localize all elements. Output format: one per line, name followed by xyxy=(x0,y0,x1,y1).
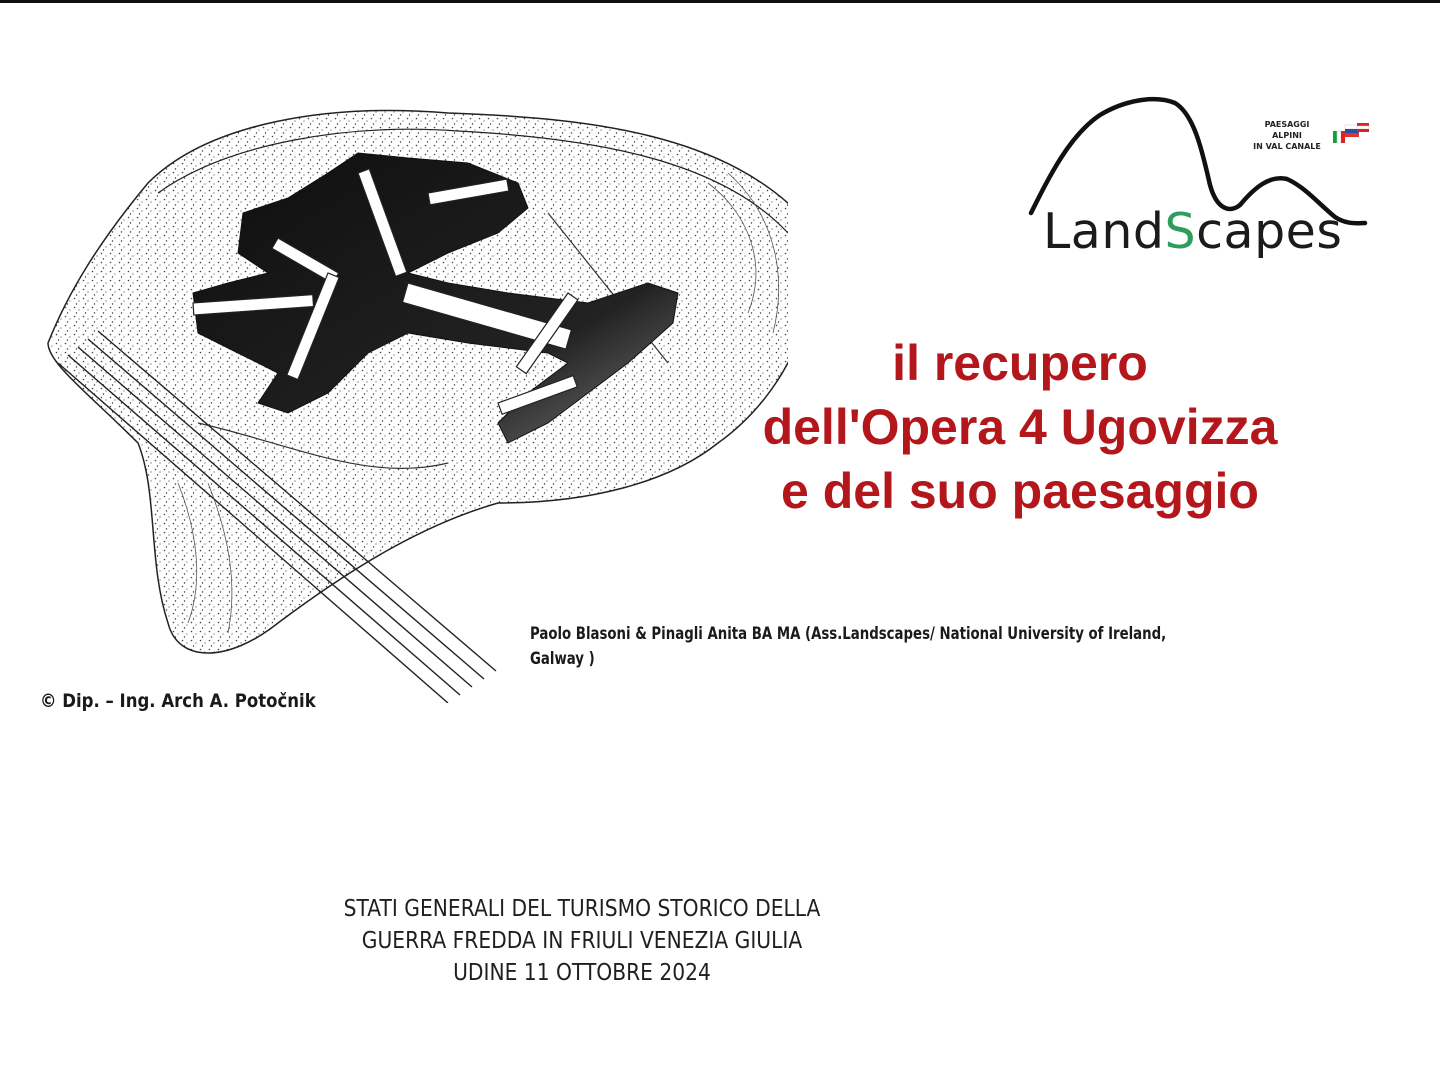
logo-word-part: capes xyxy=(1196,203,1343,260)
landscapes-logo xyxy=(1025,95,1375,280)
authors-text: Paolo Blasoni & Pinagli Anita BA MA (Ass.Landscapes/ National University of Ireland, Galway ) xyxy=(530,624,1167,669)
logo-word-part: Land xyxy=(1043,203,1165,260)
presentation-slide xyxy=(0,3,1440,1075)
tagline-line: PAESAGGI xyxy=(1264,120,1310,129)
slide-title xyxy=(700,331,1340,523)
title-line: il recupero xyxy=(892,335,1148,391)
logo-tagline xyxy=(1237,119,1337,152)
title-line: e del suo paesaggio xyxy=(781,463,1259,519)
italy-flag-icon xyxy=(1333,131,1345,143)
flags-icon xyxy=(1331,121,1371,149)
tagline-line: ALPINI xyxy=(1272,131,1302,140)
title-line: dell'Opera 4 Ugovizza xyxy=(762,399,1278,455)
logo-word-accent: S xyxy=(1164,203,1197,260)
event-line: GUERRA FREDDA IN FRIULI VENEZIA GIULIA xyxy=(361,928,803,954)
logo-wordmark xyxy=(1043,203,1342,260)
tagline-line: IN VAL CANALE xyxy=(1253,142,1321,151)
fortress-plan-drawing-icon xyxy=(28,63,788,703)
event-line: UDINE 11 OTTOBRE 2024 xyxy=(453,960,711,986)
event-info xyxy=(274,893,890,989)
image-credit: © Dip. – Ing. Arch A. Potočnik xyxy=(40,690,316,712)
austria-flag-icon xyxy=(1357,123,1369,132)
event-line: STATI GENERALI DEL TURISMO STORICO DELLA xyxy=(343,896,821,922)
